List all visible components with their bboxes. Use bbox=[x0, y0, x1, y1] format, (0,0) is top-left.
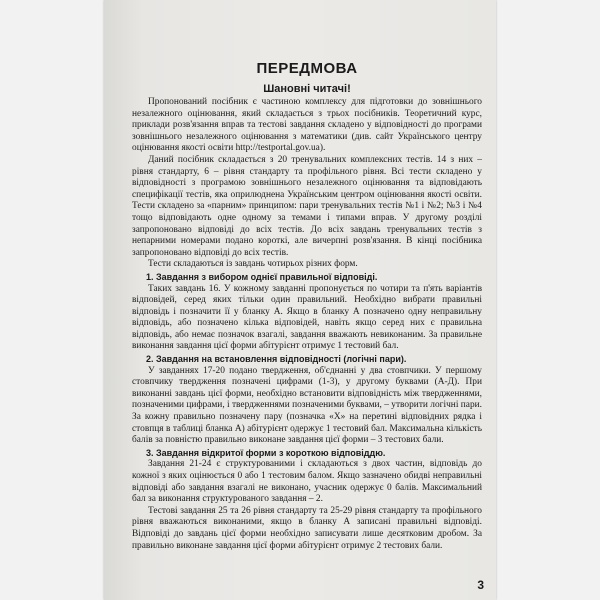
page-title: ПЕРЕДМОВА bbox=[256, 60, 358, 77]
background-left bbox=[0, 0, 104, 600]
section-paragraph: Завдання 21-24 є структурованими і складаються з двох частин, відповідь до кожної з яких оцінюється 0 або 1 тестовим балом. Якщо зазначено обидві неправильні відповіді або завдання взагалі не виконано, учасник одержує 0 балів. Максимальний бал за виконання структурованого завдання – 2. bbox=[132, 459, 482, 505]
section-heading: 1. Завдання з вибором однієї правильної відповіді. bbox=[146, 271, 378, 282]
greeting: Шановні читачі! bbox=[263, 83, 351, 95]
book-page bbox=[104, 0, 496, 600]
section-heading: 2. Завдання на встановлення відповідності (логічні пари). bbox=[146, 354, 407, 365]
page-number: 3 bbox=[477, 578, 484, 592]
intro-paragraph: Пропонований посібник є частиною комплексу для підготовки до зовнішнього незалежного оцінювання, який складається з трьох посібників. Теоретичний курс, приклади розв'язання вправ та тестові завдання складено у відповідності до програми зовнішнього незалежного оцінювання з математики (див. сайт Українського центру оцінювання якості освіти http://testportal.gov.ua). bbox=[132, 97, 482, 154]
section-heading: 3. Завдання відкритої форми з короткою відповіддю. bbox=[146, 447, 386, 458]
background-right bbox=[496, 0, 600, 600]
page-content bbox=[132, 60, 482, 552]
section-paragraph: Тестові завдання 25 та 26 рівня стандарту та 25-29 рівня стандарту та профільного рівня вважаються виконаними, якщо в бланку А записані правильні відповіді. Відповіді до завдань цієї форми необхідно записувати лише десятковим дробом. За правильно виконане завдання цієї форми абітурієнт отримує 2 тестових бали. bbox=[132, 505, 482, 551]
section-paragraph: Таких завдань 16. У кожному завданні пропонується по чотири та п'ять варіантів відповідей, серед яких тільки один правильний. Необхідно вибрати правильні відповідь і позначити її у бланку А. Якщо в бланку А позначено одну неправильну відповідь, або позначено кілька відповідей, навіть якщо серед них є правильна відповідь, або немає позначок взагалі, завдання вважають невиконаним. За правильне виконання завдання цієї форми абітурієнт отримує 1 тестовий бал. bbox=[132, 283, 482, 352]
intro-paragraph: Даний посібник складається з 20 тренувальних комплексних тестів. 14 з них – рівня стандарту, 6 – рівня стандарту та профільного рівня. Всі тести складено у відповідності з програмою зовнішнього незалежного оцінювання та відповідають специфікації тестів, яка оприлюднена Українським центром оцінювання якості освіти. Тести складено за «парним» принципом: пари тренувальних тестів №1 і №2; №3 і №4 тощо відповідають одне одному за темами і типами вправ. У другому розділі запропоновано відповіді до всіх тестів. До всіх завдань тренувальних тестів з непарними номерами подано короткі, але вичерпні розв'язання. В кінці посібника запропоновано відповіді до всіх тестів. bbox=[132, 154, 482, 258]
section-paragraph: У завданнях 17-20 подано твердження, об'єднанні у два стовпчики. У першому стовпчику твердження позначені цифрами (1-3), у другому буквами (А-Д). При виконанні завдань цієї форми, необхідно встановити відповідність між твердженнями, позначеними цифрами, і твердженнями позначеними буквами, – утворити логічні пари. За кожну правильно позначену пару (позначка «X» на перетині відповідних рядка і стовпця в таблиці бланка А) абітурієнт одержує 1 тестовий бал. Максимальна кількість балів за повністю правильно виконане завдання цієї форми – 3 тестових бали. bbox=[132, 365, 482, 446]
intro-paragraph: Тести складаються із завдань чотирьох різних форм. bbox=[148, 259, 358, 270]
